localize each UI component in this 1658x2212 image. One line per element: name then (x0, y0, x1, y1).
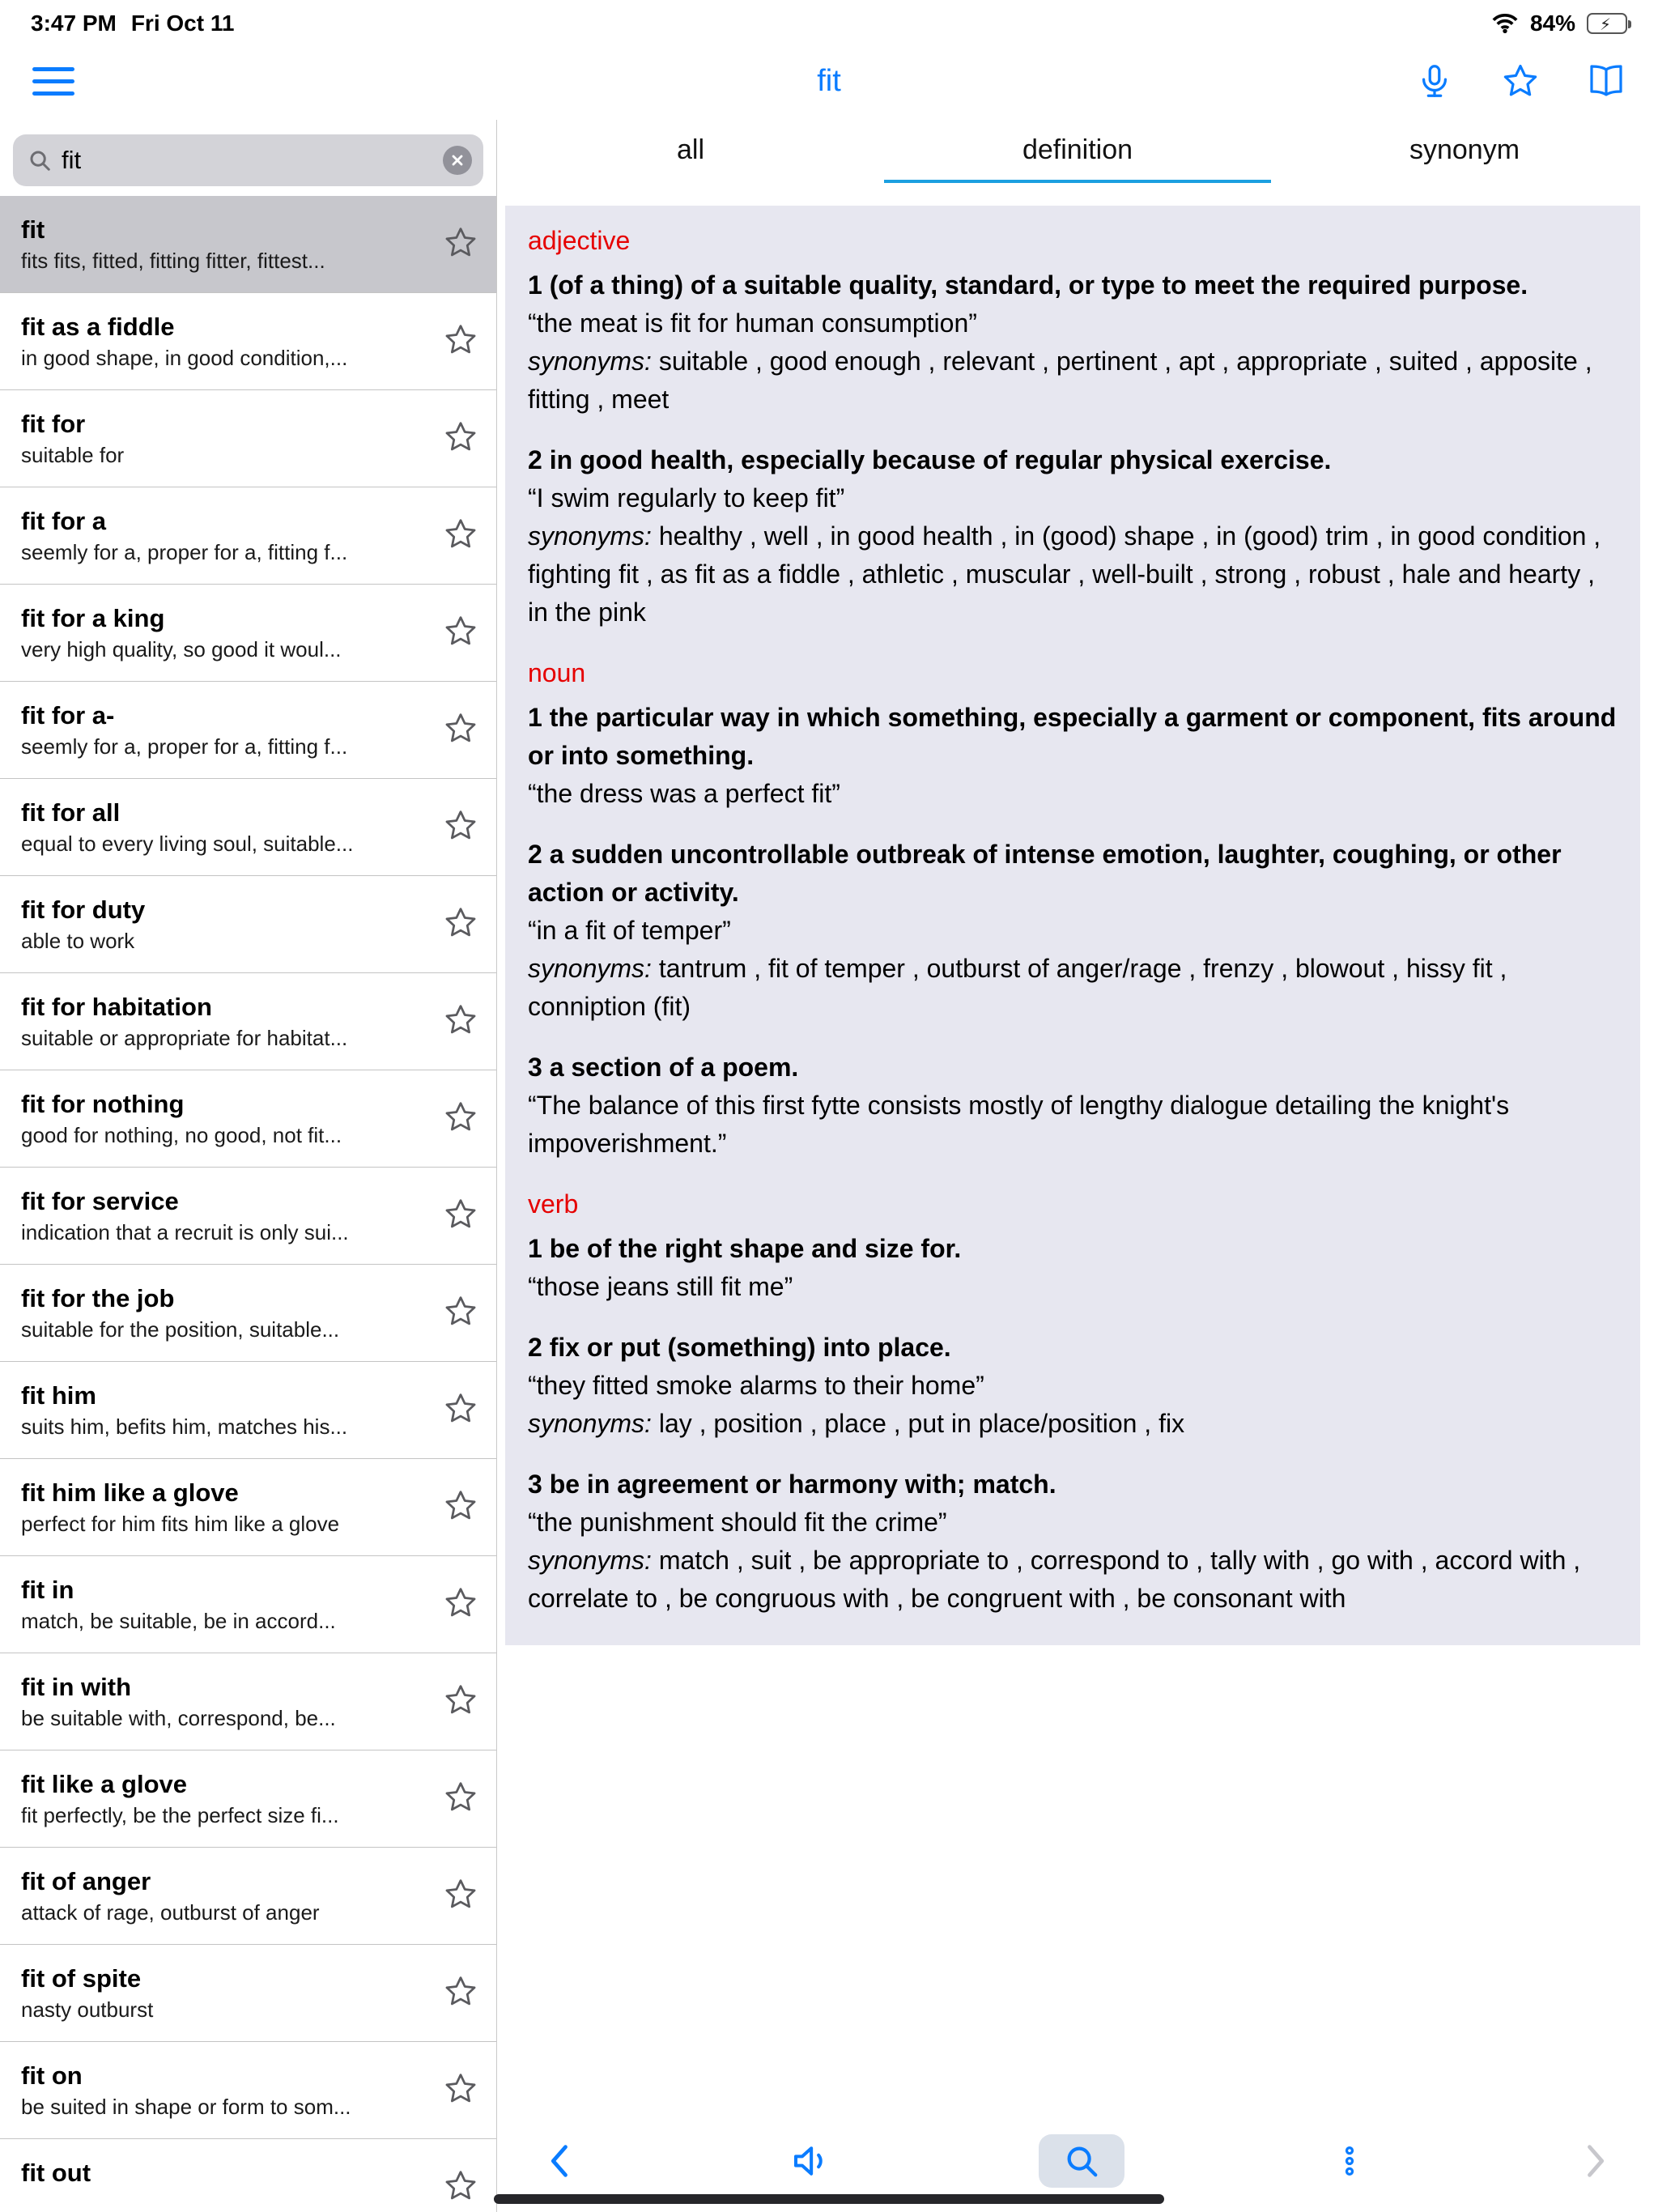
synonyms-label: synonyms: (528, 954, 659, 983)
clear-icon[interactable] (443, 146, 472, 175)
home-indicator[interactable] (494, 2194, 1164, 2204)
star-icon[interactable] (443, 1002, 478, 1041)
search-input[interactable] (62, 146, 433, 175)
sense-definition (528, 1049, 1618, 1087)
star-icon[interactable] (443, 1196, 478, 1236)
list-item-title: fit for a (21, 507, 107, 535)
synonyms-list: tantrum , fit of temper , outburst of anger/rage , frenzy , blowout , hissy fit , conniption (fit) (528, 954, 1507, 1021)
list-item-subtitle: suitable or appropriate for habitat... (21, 1026, 348, 1050)
list-item[interactable] (0, 585, 496, 682)
hamburger-menu-icon[interactable] (32, 59, 74, 104)
sense-number: 2 (528, 445, 550, 474)
sense-example: “The balance of this first fytte consists mostly of lengthy dialogue detailing the knight's impoverishment.” (528, 1091, 1510, 1158)
list-item-subtitle: suits him, befits him, matches his... (21, 1414, 348, 1439)
sense-example: “the punishment should fit the crime” (528, 1508, 947, 1537)
sense (528, 836, 1618, 1026)
list-item[interactable] (0, 1848, 496, 1945)
list-item-title: fit in (21, 1576, 74, 1604)
list-item[interactable] (0, 1362, 496, 1459)
sense-number: 1 (528, 270, 550, 300)
list-item-subtitle: fits fits, fitted, fitting fitter, fittest... (21, 249, 325, 273)
list-item-title: fit out (21, 2159, 91, 2187)
list-item-title: fit him (21, 1381, 96, 1410)
star-icon[interactable] (443, 321, 478, 361)
sense-text: (of a thing) of a suitable quality, standard, or type to meet the required purpose. (549, 270, 1528, 300)
star-icon[interactable] (443, 1585, 478, 1624)
list-item[interactable] (0, 1070, 496, 1168)
list-item[interactable] (0, 973, 496, 1070)
list-item-subtitle: indication that a recruit is only sui... (21, 1220, 349, 1244)
synonyms-label: synonyms: (528, 1409, 659, 1438)
list-item[interactable] (0, 293, 496, 390)
list-item-subtitle: in good shape, in good condition,... (21, 346, 348, 370)
star-icon[interactable] (443, 1973, 478, 2013)
star-icon[interactable] (443, 1876, 478, 1916)
sense-number: 2 (528, 840, 550, 869)
status-bar (0, 0, 1658, 42)
list-item-title: fit like a glove (21, 1770, 188, 1798)
star-icon[interactable] (443, 1099, 478, 1138)
list-item[interactable] (0, 1750, 496, 1848)
list-item-title: fit for service (21, 1187, 179, 1215)
sense (528, 1230, 1618, 1306)
list-item[interactable] (0, 682, 496, 779)
star-icon[interactable] (443, 1682, 478, 1721)
star-icon[interactable] (443, 904, 478, 944)
sense-number: 3 (528, 1470, 550, 1499)
list-item-title: fit for habitation (21, 993, 212, 1021)
sense-example: “they fitted smoke alarms to their home” (528, 1371, 984, 1400)
list-item-title: fit for nothing (21, 1090, 185, 1118)
tab-all[interactable] (497, 120, 884, 183)
search-tool-icon[interactable] (1039, 2134, 1124, 2188)
sense-example: “those jeans still fit me” (528, 1272, 793, 1301)
sense-number: 1 (528, 1234, 550, 1263)
bottom-toolbar (497, 2134, 1658, 2188)
sense-synonyms (528, 517, 1618, 632)
sense-number: 1 (528, 703, 550, 732)
star-icon[interactable] (443, 613, 478, 653)
star-icon[interactable] (443, 516, 478, 555)
list-item-subtitle: good for nothing, no good, not fit... (21, 1123, 342, 1147)
sense-definition (528, 1230, 1618, 1268)
sense-definition (528, 441, 1618, 479)
microphone-icon[interactable] (1415, 62, 1454, 100)
list-item-subtitle: match, be suitable, be in accord... (21, 1609, 336, 1633)
synonyms-label: synonyms: (528, 347, 659, 376)
list-item-subtitle: attack of rage, outburst of anger (21, 1900, 320, 1925)
list-item-subtitle: perfect for him fits him like a glove (21, 1512, 340, 1536)
synonyms-label: synonyms: (528, 521, 659, 551)
list-item-title: fit for duty (21, 895, 146, 924)
synonyms-list: match , suit , be appropriate to , correspond to , tally with , go with , accord with , correlate to , be congruous with , be congruent with , be consonant with (528, 1546, 1581, 1613)
content-pane (497, 120, 1658, 2212)
sense-definition (528, 699, 1618, 775)
sense (528, 441, 1618, 632)
wifi-icon (1491, 13, 1519, 34)
synonyms-list: suitable , good enough , relevant , pertinent , apt , appropriate , suited , apposite , fitting , meet (528, 347, 1592, 414)
list-item-subtitle: seemly for a, proper for a, fitting f... (21, 734, 348, 759)
status-time: 3:47 PM (31, 11, 117, 36)
sidebar (0, 120, 497, 2212)
star-icon[interactable] (443, 807, 478, 847)
list-item[interactable] (0, 2139, 496, 2212)
book-icon[interactable] (1587, 62, 1626, 100)
list-item-title: fit for (21, 410, 86, 438)
pos-header: adjective (528, 226, 631, 255)
sense-synonyms (528, 1405, 1618, 1443)
sense-text: be of the right shape and size for. (549, 1234, 962, 1263)
tab-label: all (676, 134, 705, 165)
list-item[interactable] (0, 1265, 496, 1362)
list-item[interactable] (0, 1556, 496, 1653)
tab-definition[interactable] (884, 120, 1271, 183)
definition-panel (505, 206, 1640, 1645)
sense-text: the particular way in which something, especially a garment or component, fits around or into something. (528, 703, 1617, 770)
list-item[interactable] (0, 390, 496, 487)
sense-example: “the dress was a perfect fit” (528, 779, 840, 808)
charging-bolt-icon: ⚡ (1600, 16, 1612, 34)
list-item[interactable] (0, 487, 496, 585)
more-options-icon[interactable] (1332, 2143, 1367, 2179)
list-item-subtitle: seemly for a, proper for a, fitting f... (21, 540, 348, 564)
list-item[interactable] (0, 1168, 496, 1265)
synonyms-label: synonyms: (528, 1546, 659, 1575)
sense-text: a sudden uncontrollable outbreak of intense emotion, laughter, coughing, or other action or activity. (528, 840, 1562, 907)
sense-text: in good health, especially because of regular physical exercise. (549, 445, 1332, 474)
sense-definition (528, 266, 1618, 304)
sense-example: “I swim regularly to keep fit” (528, 483, 845, 513)
sense-synonyms (528, 950, 1618, 1026)
list-item-title: fit as a fiddle (21, 313, 175, 341)
star-icon[interactable] (443, 1779, 478, 1819)
star-icon[interactable] (443, 419, 478, 458)
list-item-subtitle: nasty outburst (21, 1997, 154, 2022)
favorite-star-icon[interactable] (1501, 62, 1540, 100)
search-icon (28, 148, 52, 172)
list-item[interactable] (0, 1945, 496, 2042)
sense (528, 1465, 1618, 1618)
star-icon[interactable] (443, 1487, 478, 1527)
tab-label: definition (1022, 134, 1133, 165)
list-item-title: fit for all (21, 798, 121, 827)
sense (528, 1049, 1618, 1163)
list-item-title: fit (21, 215, 45, 244)
list-item-title: fit for a king (21, 604, 165, 632)
list-item-subtitle: fit perfectly, be the perfect size fi... (21, 1803, 339, 1827)
pos-header: verb (528, 1189, 579, 1219)
sense-definition (528, 1465, 1618, 1504)
list-item-title: fit of anger (21, 1867, 151, 1895)
star-icon[interactable] (443, 2167, 478, 2207)
list-item-subtitle: equal to every living soul, suitable... (21, 832, 354, 856)
sense (528, 266, 1618, 419)
sense-definition (528, 836, 1618, 912)
star-icon[interactable] (443, 224, 478, 264)
list-item[interactable] (0, 779, 496, 876)
sidebar-list (0, 196, 496, 2212)
list-item-subtitle: be suitable with, correspond, be... (21, 1706, 336, 1730)
list-item-subtitle: able to work (21, 929, 135, 953)
sense-text: a section of a poem. (549, 1053, 799, 1082)
battery-percent: 84% (1529, 11, 1575, 36)
sense-definition (528, 1329, 1618, 1367)
list-item[interactable] (0, 2042, 496, 2139)
tab-synonym[interactable] (1271, 120, 1658, 183)
list-item[interactable] (0, 1459, 496, 1556)
sense-number: 3 (528, 1053, 550, 1082)
tab-bar (497, 120, 1658, 183)
list-item-title: fit him like a glove (21, 1478, 239, 1507)
list-item-title: fit in with (21, 1673, 132, 1701)
speaker-icon[interactable] (789, 2139, 832, 2183)
sense-text: fix or put (something) into place. (549, 1333, 951, 1362)
list-item-title: fit on (21, 2061, 83, 2090)
battery-icon (1587, 13, 1627, 34)
list-item-subtitle: be suited in shape or form to som... (21, 2095, 351, 2119)
pos-header: noun (528, 658, 586, 687)
synonyms-list: healthy , well , in good health , in (good) shape , in (good) trim , in good condition , fighting fit , as fit as a fiddle , athletic , muscular , well-built , strong , robust , hale and hearty , in the pink (528, 521, 1601, 627)
star-icon[interactable] (443, 710, 478, 750)
main-area (0, 120, 1658, 2212)
forward-chevron-icon[interactable] (1574, 2140, 1616, 2182)
sense-example: “in a fit of temper” (528, 916, 731, 945)
search-box (13, 134, 483, 186)
list-item-subtitle: suitable for (21, 443, 125, 467)
list-item[interactable] (0, 876, 496, 973)
sense-example: “the meat is fit for human consumption” (528, 308, 977, 338)
list-item-subtitle: suitable for the position, suitable... (21, 1317, 340, 1342)
back-chevron-icon[interactable] (539, 2140, 581, 2182)
sense-synonyms (528, 1542, 1618, 1618)
tab-label: synonym (1409, 134, 1520, 165)
nav-toolbar (0, 42, 1658, 120)
status-date: Fri Oct 11 (130, 11, 235, 36)
list-item[interactable] (0, 1653, 496, 1750)
page-title: fit (817, 63, 841, 98)
sense-number: 2 (528, 1333, 550, 1362)
list-item-title: fit for the job (21, 1284, 175, 1312)
sense-text: be in agreement or harmony with; match. (549, 1470, 1056, 1499)
sense (528, 699, 1618, 813)
sense (528, 1329, 1618, 1443)
list-item-subtitle: very high quality, so good it woul... (21, 637, 342, 661)
synonyms-list: lay , position , place , put in place/position , fix (658, 1409, 1185, 1438)
star-icon[interactable] (443, 1293, 478, 1333)
star-icon[interactable] (443, 2070, 478, 2110)
list-item[interactable] (0, 196, 496, 293)
list-item-title: fit for a- (21, 701, 115, 730)
star-icon[interactable] (443, 1390, 478, 1430)
list-item-title: fit of spite (21, 1964, 142, 1993)
sense-synonyms (528, 342, 1618, 419)
